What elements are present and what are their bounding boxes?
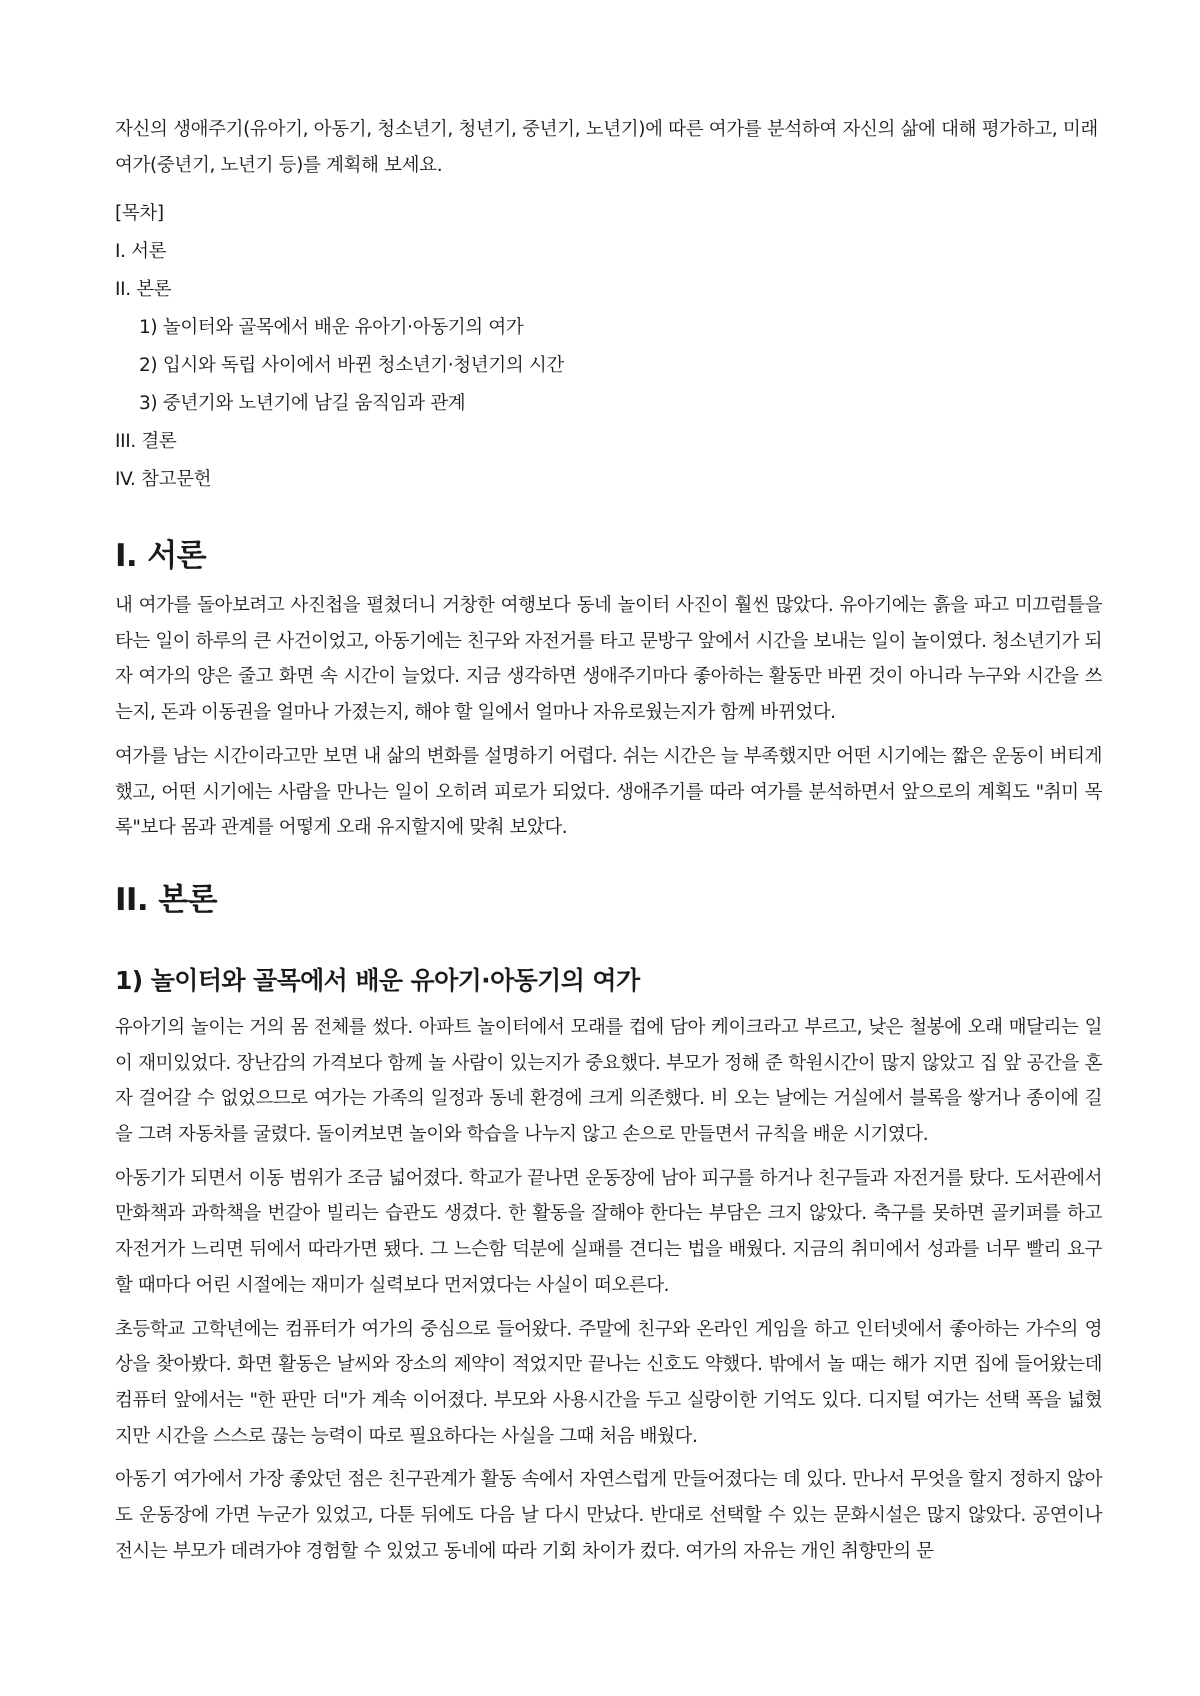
toc-item-conclusion: III. 결론 [115,431,177,452]
section-heading-introduction: I. 서론 [115,538,206,574]
toc-subitem-2: 2) 입시와 독립 사이에서 바뀐 청소년기·청년기의 시간 [139,355,564,376]
intro-paragraph-2: 여가를 남는 시간이라고만 보면 내 삶의 변화를 설명하기 어렵다. 쉬는 시간은 늘 부족했지만 어떤 시기에는 짧은 운동이 버티게 했고, 어떤 시기에는 사람을 만나는 일이 오히려 피로가 되었다. 생애주기를 따라 여가를 분석하면서 앞으로의 계획도 "취미 목록"보다 몸과 관계를 어떻게 오래 유지할지에 맞춰 보았다. [115,745,1102,839]
toc-heading: [목차] [115,203,164,224]
childhood-paragraph-2: 아동기가 되면서 이동 범위가 조금 넓어졌다. 학교가 끝나면 운동장에 남아 피구를 하거나 친구들과 자전거를 탔다. 도서관에서 만화책과 과학책을 번갈아 빌리는 습관도 생겼다. 한 활동을 잘해야 한다는 부담은 크지 않았다. 축구를 못하면 골키퍼를 하고 자전거가 느리면 뒤에서 따라가면 됐다. 그 느슨함 덕분에 실패를 견디는 법을 배웠다. 지금의 취미에서 성과를 너무 빨리 요구할 때마다 어린 시절에는 재미가 실력보다 먼저였다는 사실이 떠오른다. [115,1167,1102,1296]
toc-subitem-3: 3) 중년기와 노년기에 남길 움직임과 관계 [139,393,466,414]
toc-item-intro: I. 서론 [115,241,167,262]
childhood-paragraph-3: 초등학교 고학년에는 컴퓨터가 여가의 중심으로 들어왔다. 주말에 친구와 온라인 게임을 하고 인터넷에서 좋아하는 가수의 영상을 찾아봤다. 화면 활동은 날씨와 장소의 제약이 적었지만 끝나는 신호도 약했다. 밖에서 놀 때는 해가 지면 집에 들어왔는데 컴퓨터 앞에서는 "한 판만 더"가 계속 이어졌다. 부모와 사용시간을 두고 실랑이한 기억도 있다. 디지털 여가는 선택 폭을 넓혔지만 시간을 스스로 끊는 능력이 따로 필요하다는 사실을 그때 처음 배웠다. [115,1318,1102,1447]
childhood-paragraph-4: 아동기 여가에서 가장 좋았던 점은 친구관계가 활동 속에서 자연스럽게 만들어졌다는 데 있다. 만나서 무엇을 할지 정하지 않아도 운동장에 가면 누군가 있었고, 다툰 뒤에도 다음 날 다시 만났다. 반대로 선택할 수 있는 문화시설은 많지 않았다. 공연이나 전시는 부모가 데려가야 경험할 수 있었고 동네에 따라 기회 차이가 컸다. 여가의 자유는 개인 취향만의 문 [115,1469,1102,1562]
section-heading-main-body: II. 본론 [115,881,217,918]
assignment-prompt: 자신의 생애주기(유아기, 아동기, 청소년기, 청년기, 중년기, 노년기)에 따른 여가를 분석하여 자신의 삶에 대해 평가하고, 미래 여가(중년기, 노년기 등)를 계획해 보세요. [115,119,1098,176]
childhood-paragraph-1: 유아기의 놀이는 거의 몸 전체를 썼다. 아파트 놀이터에서 모래를 컵에 담아 케이크라고 부르고, 낮은 철봉에 오래 매달리는 일이 재미있었다. 장난감의 가격보다 함께 놀 사람이 있는지가 중요했다. 부모가 정해 준 학원시간이 많지 않았고 집 앞 공간을 혼자 걸어갈 수 없었으므로 여가는 가족의 일정과 동네 환경에 크게 의존했다. 비 오는 날에는 거실에서 블록을 쌓거나 종이에 길을 그려 자동차를 굴렸다. 돌이켜보면 놀이와 학습을 나누지 않고 손으로 만들면서 규칙을 배운 시기였다. [115,1016,1102,1146]
toc-item-body: II. 본론 [115,279,172,300]
toc-subitem-1: 1) 놀이터와 골목에서 배운 유아기·아동기의 여가 [139,317,524,338]
subsection-heading-childhood: 1) 놀이터와 골목에서 배운 유아기·아동기의 여가 [115,965,640,995]
intro-paragraph-1: 내 여가를 돌아보려고 사진첩을 펼쳤더니 거창한 여행보다 동네 놀이터 사진이 훨씬 많았다. 유아기에는 흙을 파고 미끄럼틀을 타는 일이 하루의 큰 사건이었고, 아동기에는 친구와 자전거를 타고 문방구 앞에서 시간을 보내는 일이 놀이였다. 청소년기가 되자 여가의 양은 줄고 화면 속 시간이 늘었다. 지금 생각하면 생애주기마다 좋아하는 활동만 바뀐 것이 아니라 누구와 시간을 쓰는지, 돈과 이동권을 얼마나 가졌는지, 해야 할 일에서 얼마나 자유로웠는지가 함께 바뀌었다. [115,595,1102,724]
toc-item-references: IV. 참고문헌 [115,469,212,490]
table-of-contents [115,198,1102,496]
